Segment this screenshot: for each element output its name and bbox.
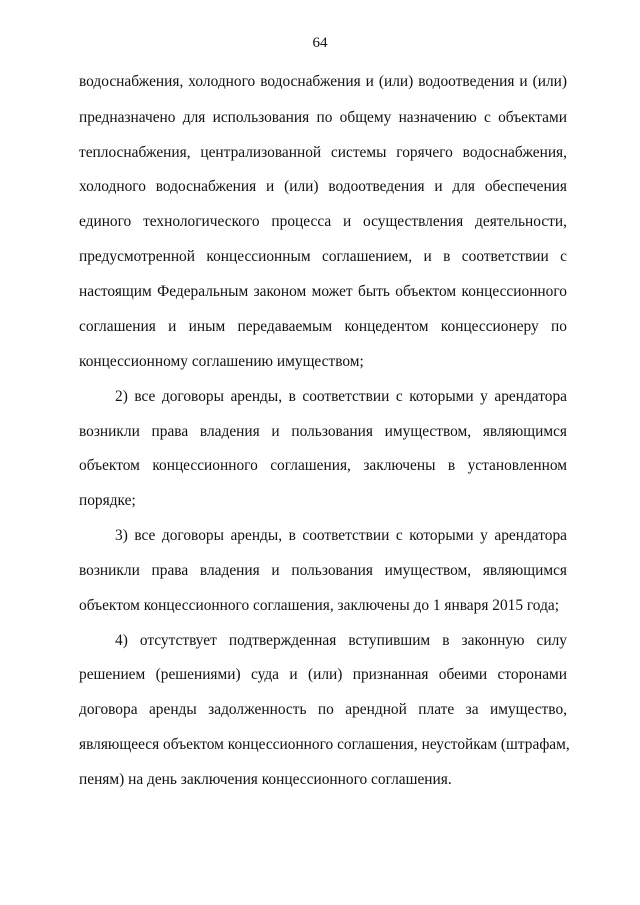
text-line: соглашения и иным передаваемым концедентом концессионеру по bbox=[79, 318, 567, 335]
text-line: возникли права владения и пользования имуществом, являющимся bbox=[79, 423, 567, 440]
text-line: настоящим Федеральным законом может быть объектом концессионного bbox=[79, 283, 567, 300]
text-line: 4) отсутствует подтвержденная вступившим в законную силу bbox=[115, 632, 567, 649]
text-line: водоснабжения, холодного водоснабжения и (или) водоотведения и (или) bbox=[79, 73, 567, 90]
text-line: 3) все договоры аренды, в соответствии с которыми у арендатора bbox=[115, 527, 567, 544]
text-line: 2) все договоры аренды, в соответствии с которыми у арендатора bbox=[115, 388, 567, 405]
text-line: порядке; bbox=[79, 492, 136, 509]
page-number: 64 bbox=[312, 35, 328, 51]
text-line: пеням) на день заключения концессионного соглашения. bbox=[79, 771, 452, 788]
text-line: являющееся объектом концессионного соглашения, неустойкам (штрафам, bbox=[79, 736, 570, 753]
text-line: договора аренды задолженность по арендной плате за имущество, bbox=[79, 701, 567, 718]
text-line: объектом концессионного соглашения, заключены в установленном bbox=[79, 457, 567, 474]
text-line: теплоснабжения, централизованной системы горячего водоснабжения, bbox=[79, 144, 567, 161]
text-line: концессионному соглашению имуществом; bbox=[79, 353, 364, 370]
text-line: предусмотренной концессионным соглашением, и в соответствии с bbox=[79, 248, 567, 265]
text-line: предназначено для использования по общему назначению с объектами bbox=[79, 109, 567, 126]
text-line: холодного водоснабжения и (или) водоотведения и для обеспечения bbox=[79, 178, 567, 195]
text-line: единого технологического процесса и осуществления деятельности, bbox=[79, 213, 567, 230]
text-line: возникли права владения и пользования имуществом, являющимся bbox=[79, 562, 567, 579]
text-line: решением (решениями) суда и (или) признанная обеими сторонами bbox=[79, 666, 567, 683]
text-line: объектом концессионного соглашения, заключены до 1 января 2015 года; bbox=[79, 597, 560, 614]
